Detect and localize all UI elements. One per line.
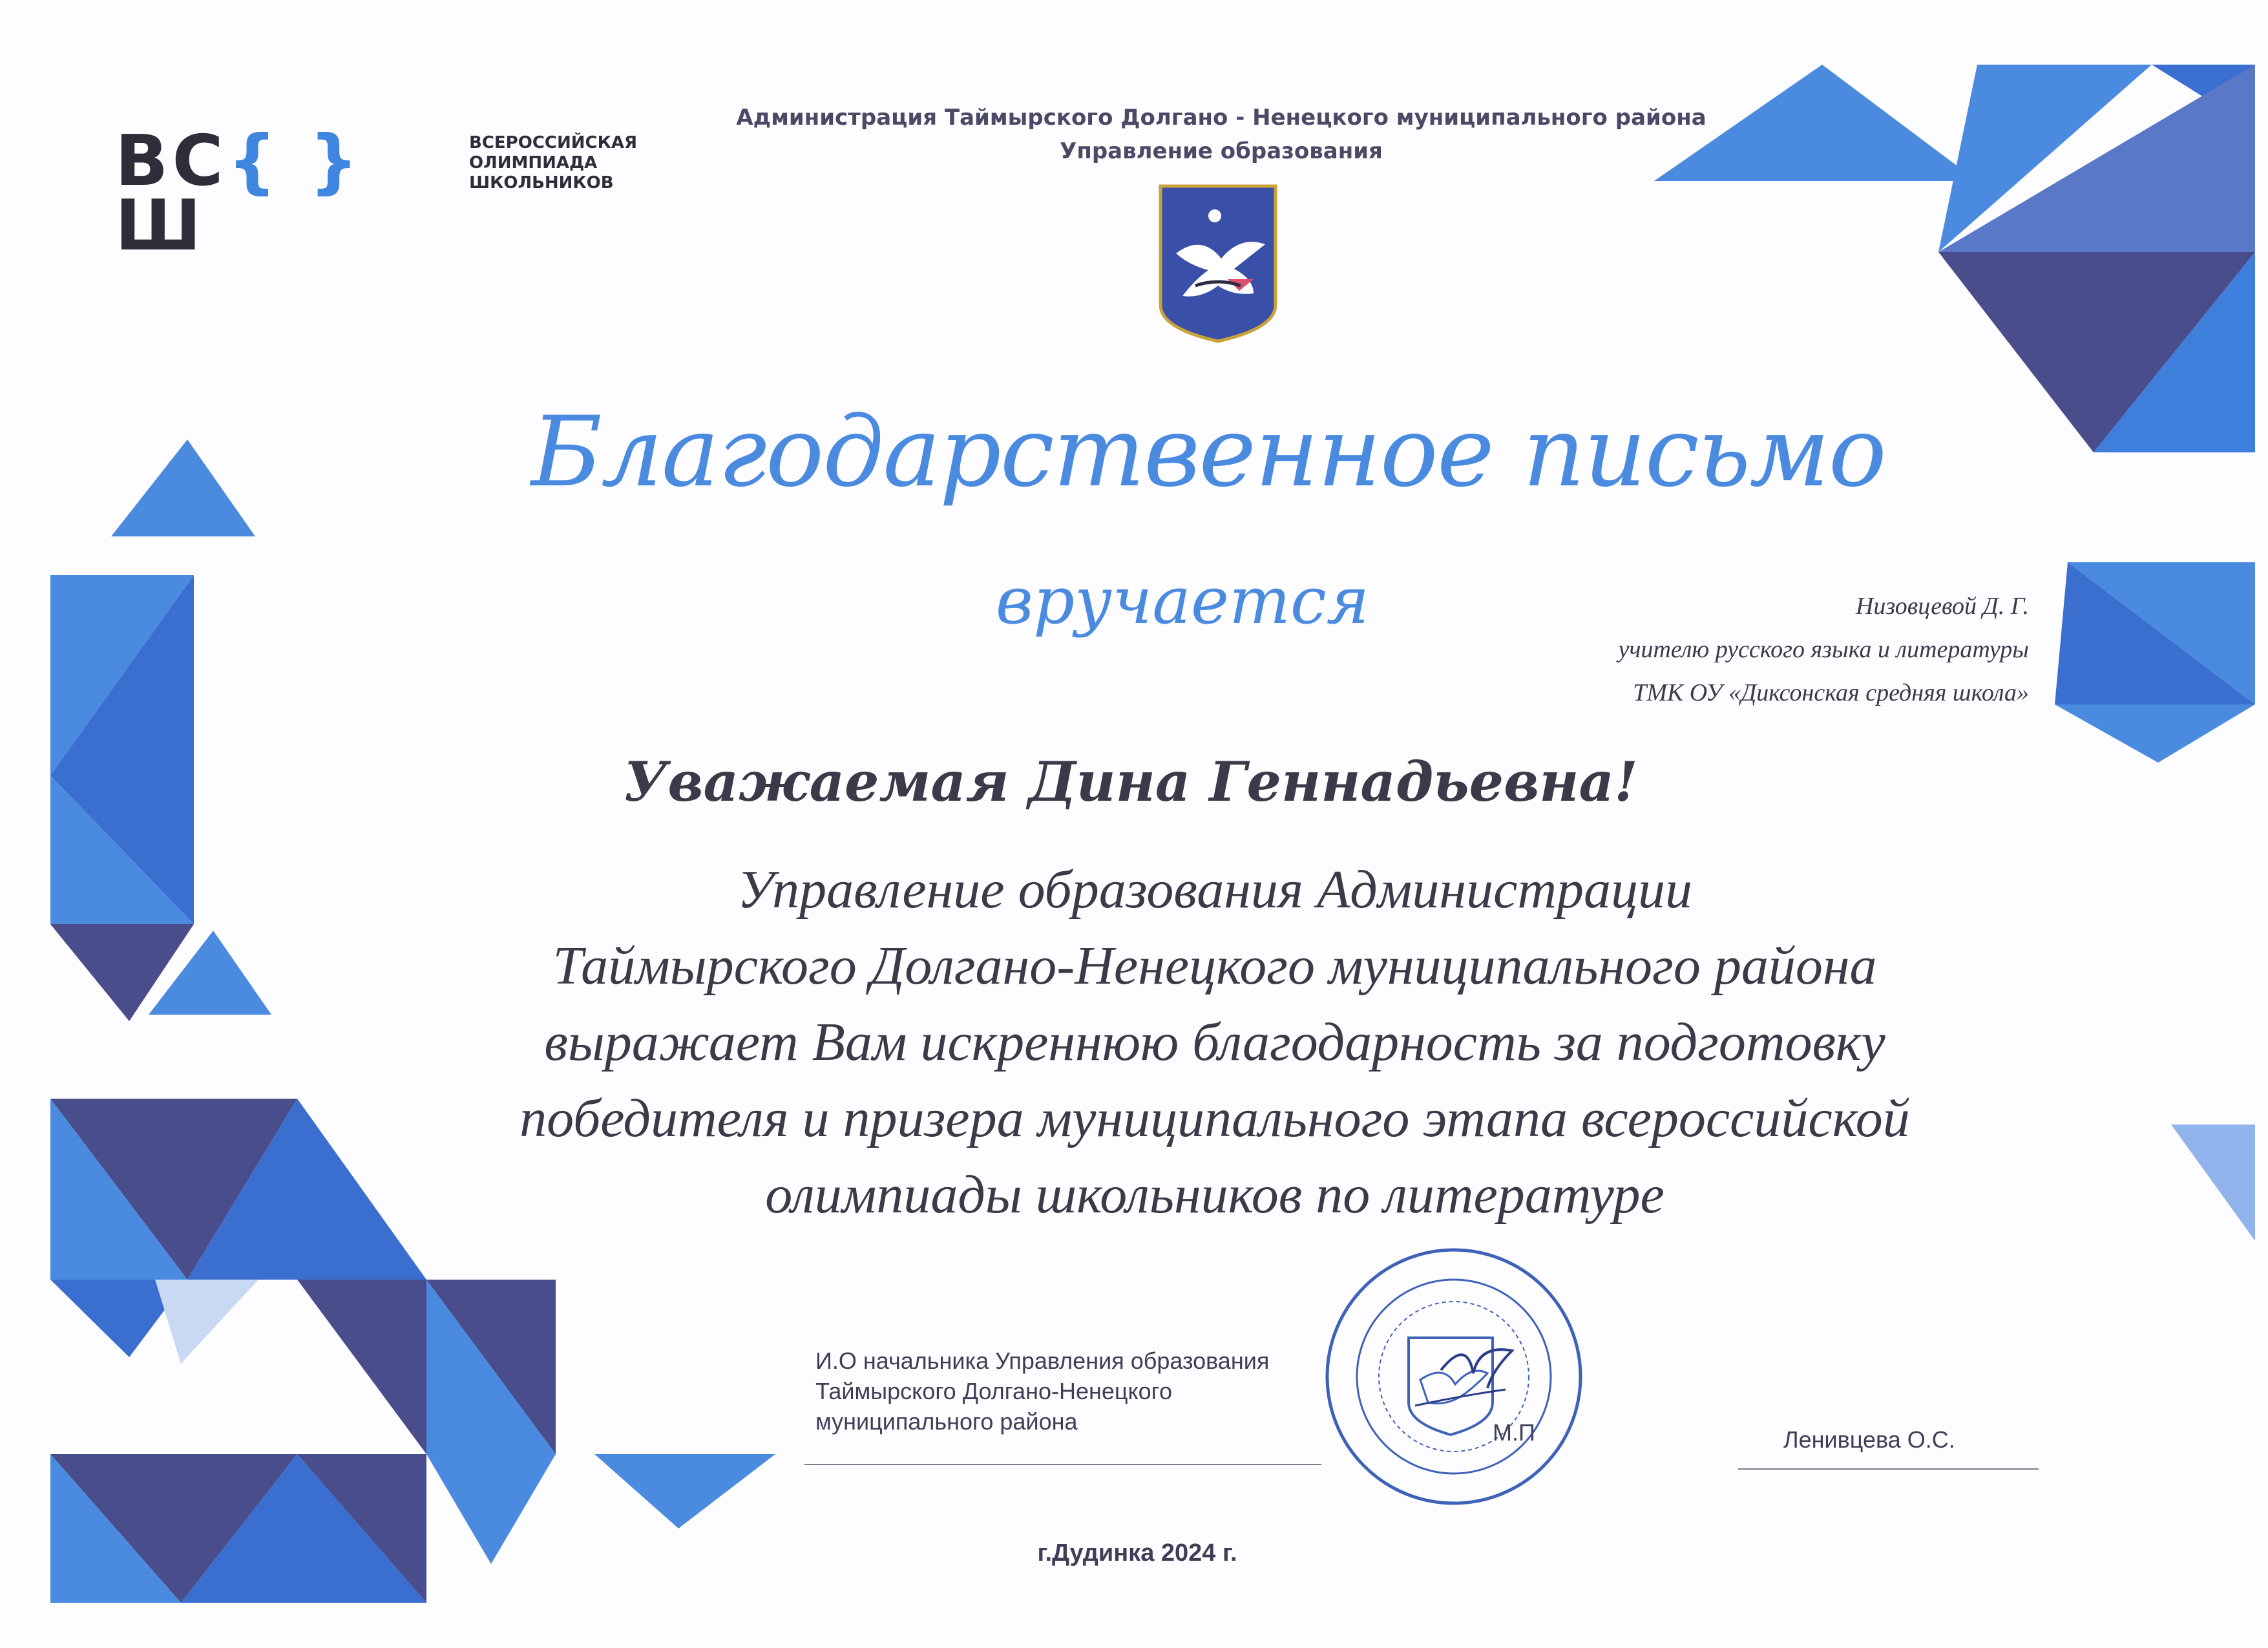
signatory-name: Ленивцева О.С.	[1783, 1426, 1955, 1453]
body-text	[388, 852, 2042, 1233]
issuer-department: Управление образования	[1060, 138, 1383, 164]
triangle-rb-1	[2171, 1125, 2255, 1241]
document-title: Благодарственное письмо	[530, 396, 1886, 509]
signatory-title-line-3: муниципального района	[815, 1408, 1078, 1435]
place-and-date: г.Дудинка 2024 г.	[1037, 1539, 1237, 1567]
issuer-header	[711, 101, 1732, 168]
triangle-bl-6	[297, 1280, 426, 1454]
triangle-l-1	[111, 439, 255, 536]
body-line-4: победителя и призера муниципального этапа всероссийской	[520, 1088, 1910, 1148]
crest-icon	[1157, 182, 1279, 344]
triangle-bl-5	[155, 1280, 258, 1364]
olympiad-logo-mark	[115, 121, 438, 266]
olympiad-logo-text	[469, 133, 702, 193]
triangle-bl-13	[594, 1454, 775, 1528]
signature-line-left	[804, 1464, 1321, 1465]
document-subtitle: вручается	[995, 563, 1370, 639]
body-line-5: олимпиады школьников по литературе	[765, 1165, 1664, 1225]
recipient-school: ТМК ОУ «Диксонская средняя школа»	[1633, 679, 2029, 706]
signature-line-right	[1738, 1468, 2039, 1470]
logo-line-3: ШКОЛЬНИКОВ	[469, 173, 614, 193]
logo-mark-right: Ш	[115, 185, 205, 266]
seal-stamp-icon	[1318, 1241, 1590, 1512]
signatory-title	[815, 1346, 1397, 1437]
signatory-title-line-2: Таймырского Долгано-Ненецкого	[815, 1378, 1173, 1404]
stamp-place-label: М.П	[1493, 1419, 1535, 1446]
logo-mark-brace: { }	[227, 121, 362, 202]
body-line-1: Управление образования Администрации	[737, 860, 1693, 920]
greeting: Уважаемая Дина Геннадьевна!	[624, 750, 1638, 814]
body-line-2: Таймырского Долгано-Ненецкого муниципального района	[552, 936, 1877, 996]
body-line-3: выражает Вам искреннюю благодарность за подготовку	[544, 1012, 1885, 1072]
logo-mark-left: ВС	[115, 121, 227, 202]
triangle-bl-12	[426, 1454, 556, 1564]
recipient-block	[1331, 585, 2029, 715]
recipient-name: Низовцевой Д. Г.	[1855, 593, 2029, 620]
triangle-r-2	[2055, 704, 2255, 763]
recipient-position: учителю русского языка и литературы	[1618, 636, 2029, 663]
logo-line-2: ОЛИМПИАДА	[469, 153, 598, 173]
issuer-administration: Администрация Таймырского Долгано - Ненецкого муниципального района	[736, 105, 1706, 131]
signatory-title-line-1: И.О начальника Управления образования	[815, 1347, 1270, 1374]
logo-line-1: ВСЕРОССИЙСКАЯ	[469, 133, 637, 153]
